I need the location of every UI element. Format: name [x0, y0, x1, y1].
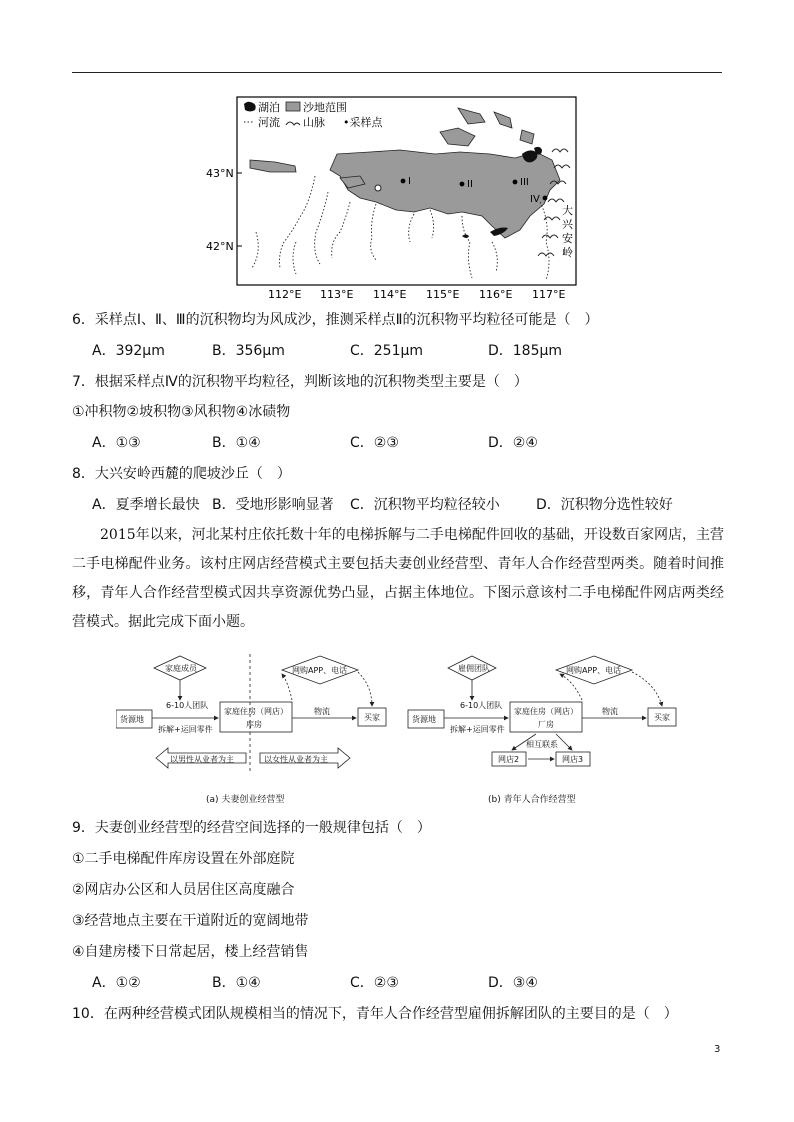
q9-option-c[interactable]: C．②③ [350, 975, 399, 991]
a-logistics: 物流 [314, 707, 330, 716]
b-app: 网购APP、电话 [566, 666, 622, 675]
q9-item-1: ①二手电梯配件库房设置在外部庭院 [72, 851, 295, 867]
mountain-label-3: 安 [562, 232, 573, 245]
a-store: 库房 [246, 720, 262, 729]
q9-option-b[interactable]: B．①④ [212, 975, 261, 991]
b-factory: 厂房 [538, 720, 554, 729]
q8-option-b[interactable]: B．受地形影响显著 [212, 497, 334, 513]
a-team: 6-10人团队 [166, 701, 209, 710]
q7-option-a[interactable]: A．①③ [92, 435, 141, 451]
header-rule [72, 72, 722, 73]
b-process: 拆解+运回零件 [450, 725, 505, 734]
q9-option-d[interactable]: D．③④ [488, 975, 538, 991]
q8-stem: 8．大兴安岭西麓的爬坡沙丘（ ） [72, 466, 291, 482]
q6-option-d[interactable]: D．185μm [488, 343, 563, 359]
b-hired: 雇佣团队 [458, 664, 490, 673]
q7-stem: 7．根据采样点Ⅳ的沉积物平均粒径，判断该地的沉积物类型主要是（ ） [72, 374, 528, 390]
sample-III: III [520, 177, 529, 188]
q8-option-d[interactable]: D．沉积物分选性较好 [536, 497, 673, 513]
a-female: 以女性从业者为主 [264, 755, 328, 764]
q7-option-b[interactable]: B．①④ [212, 435, 261, 451]
a-process: 拆解+运回零件 [158, 725, 213, 734]
page-number: 3 [714, 1044, 721, 1055]
q6-option-a[interactable]: A．392μm [92, 343, 165, 359]
a-caption: (a) 夫妻创业经营型 [206, 795, 285, 805]
lon-117: 117°E [532, 288, 566, 301]
b-caption: (b) 青年人合作经营型 [488, 795, 576, 805]
q8-option-a[interactable]: A．夏季增长最快 [92, 497, 200, 513]
sample-II: II [467, 179, 473, 190]
q7-items: ①冲积物②坡积物③风积物④冰碛物 [72, 404, 291, 420]
lon-112: 112°E [268, 288, 302, 301]
b-home: 家庭住房（网店） [514, 707, 578, 716]
sample-IV: IV [530, 194, 540, 205]
q9-item-3: ③经营地点主要在干道附近的宽阔地带 [72, 913, 309, 929]
legend-lake: 湖泊 [258, 101, 280, 114]
q7-option-c[interactable]: C．②③ [350, 435, 399, 451]
b-team: 6-10人团队 [460, 701, 503, 710]
passage: 2015年以来，河北某村庄依托数十年的电梯拆解与二手电梯配件回收的基础，开设数百家网店，主营二手电梯配件业务。该村庄网店经营模式主要包括夫妻创业经营型、青年人合作经营型两类。随着时间推移，青年人合作经营型模式因共享资源优势凸显，占据主体地位。下图示意该村二手电梯配件网店两类经营模式。据此完成下面小题。 [72, 527, 724, 630]
b-source: 货源地 [412, 715, 436, 724]
lon-116: 116°E [479, 288, 513, 301]
sand-land-map [200, 92, 580, 304]
mountain-label-4: 岭 [562, 246, 573, 259]
lon-115: 115°E [426, 288, 460, 301]
a-buyer: 买家 [364, 713, 380, 722]
q10-stem: 10．在两种经营模式团队规模相当的情况下，青年人合作经营型雇佣拆解团队的主要目的是（ ） [72, 1006, 678, 1022]
q7-option-d[interactable]: D．②④ [488, 435, 538, 451]
lat-42: 42°N [206, 240, 234, 253]
mountain-label-2: 兴 [562, 218, 573, 231]
a-male: 以男性从业者为主 [170, 755, 234, 764]
legend-sample: •采样点 [343, 116, 383, 129]
sample-I: I [408, 176, 411, 187]
mountain-label-1: 大 [562, 204, 573, 217]
legend-sand: 沙地范围 [303, 101, 347, 114]
legend-river: 河流 [258, 116, 280, 129]
lon-113: 113°E [320, 288, 354, 301]
business-model-diagram [116, 652, 688, 812]
q6-option-b[interactable]: B．356μm [212, 343, 285, 359]
a-source: 货源地 [120, 715, 144, 724]
b-link: 相互联系 [526, 740, 558, 749]
lat-43: 43°N [206, 167, 234, 180]
b-shop3: 网店3 [562, 755, 584, 764]
q8-option-c[interactable]: C．沉积物平均粒径较小 [350, 497, 500, 513]
q6-option-c[interactable]: C．251μm [350, 343, 424, 359]
a-family: 家庭成员 [165, 664, 197, 673]
a-home: 家庭住房（网店） [224, 707, 288, 716]
lon-114: 114°E [373, 288, 407, 301]
b-shop2: 网店2 [498, 755, 520, 764]
q9-option-a[interactable]: A．①② [92, 975, 141, 991]
legend-mountain: 山脉 [303, 116, 325, 129]
q9-stem: 9．夫妻创业经营型的经营空间选择的一般规律包括（ ） [72, 820, 431, 836]
q9-item-4: ④自建房楼下日常起居，楼上经营销售 [72, 944, 309, 960]
q9-item-2: ②网店办公区和人员居住区高度融合 [72, 882, 295, 898]
a-app: 网购APP、电话 [292, 666, 348, 675]
b-buyer: 买家 [654, 713, 670, 722]
b-logistics: 物流 [602, 707, 618, 716]
q6-stem: 6．采样点Ⅰ、Ⅱ、Ⅲ的沉积物均为风成沙，推测采样点Ⅱ的沉积物平均粒径可能是（ ） [72, 312, 599, 328]
